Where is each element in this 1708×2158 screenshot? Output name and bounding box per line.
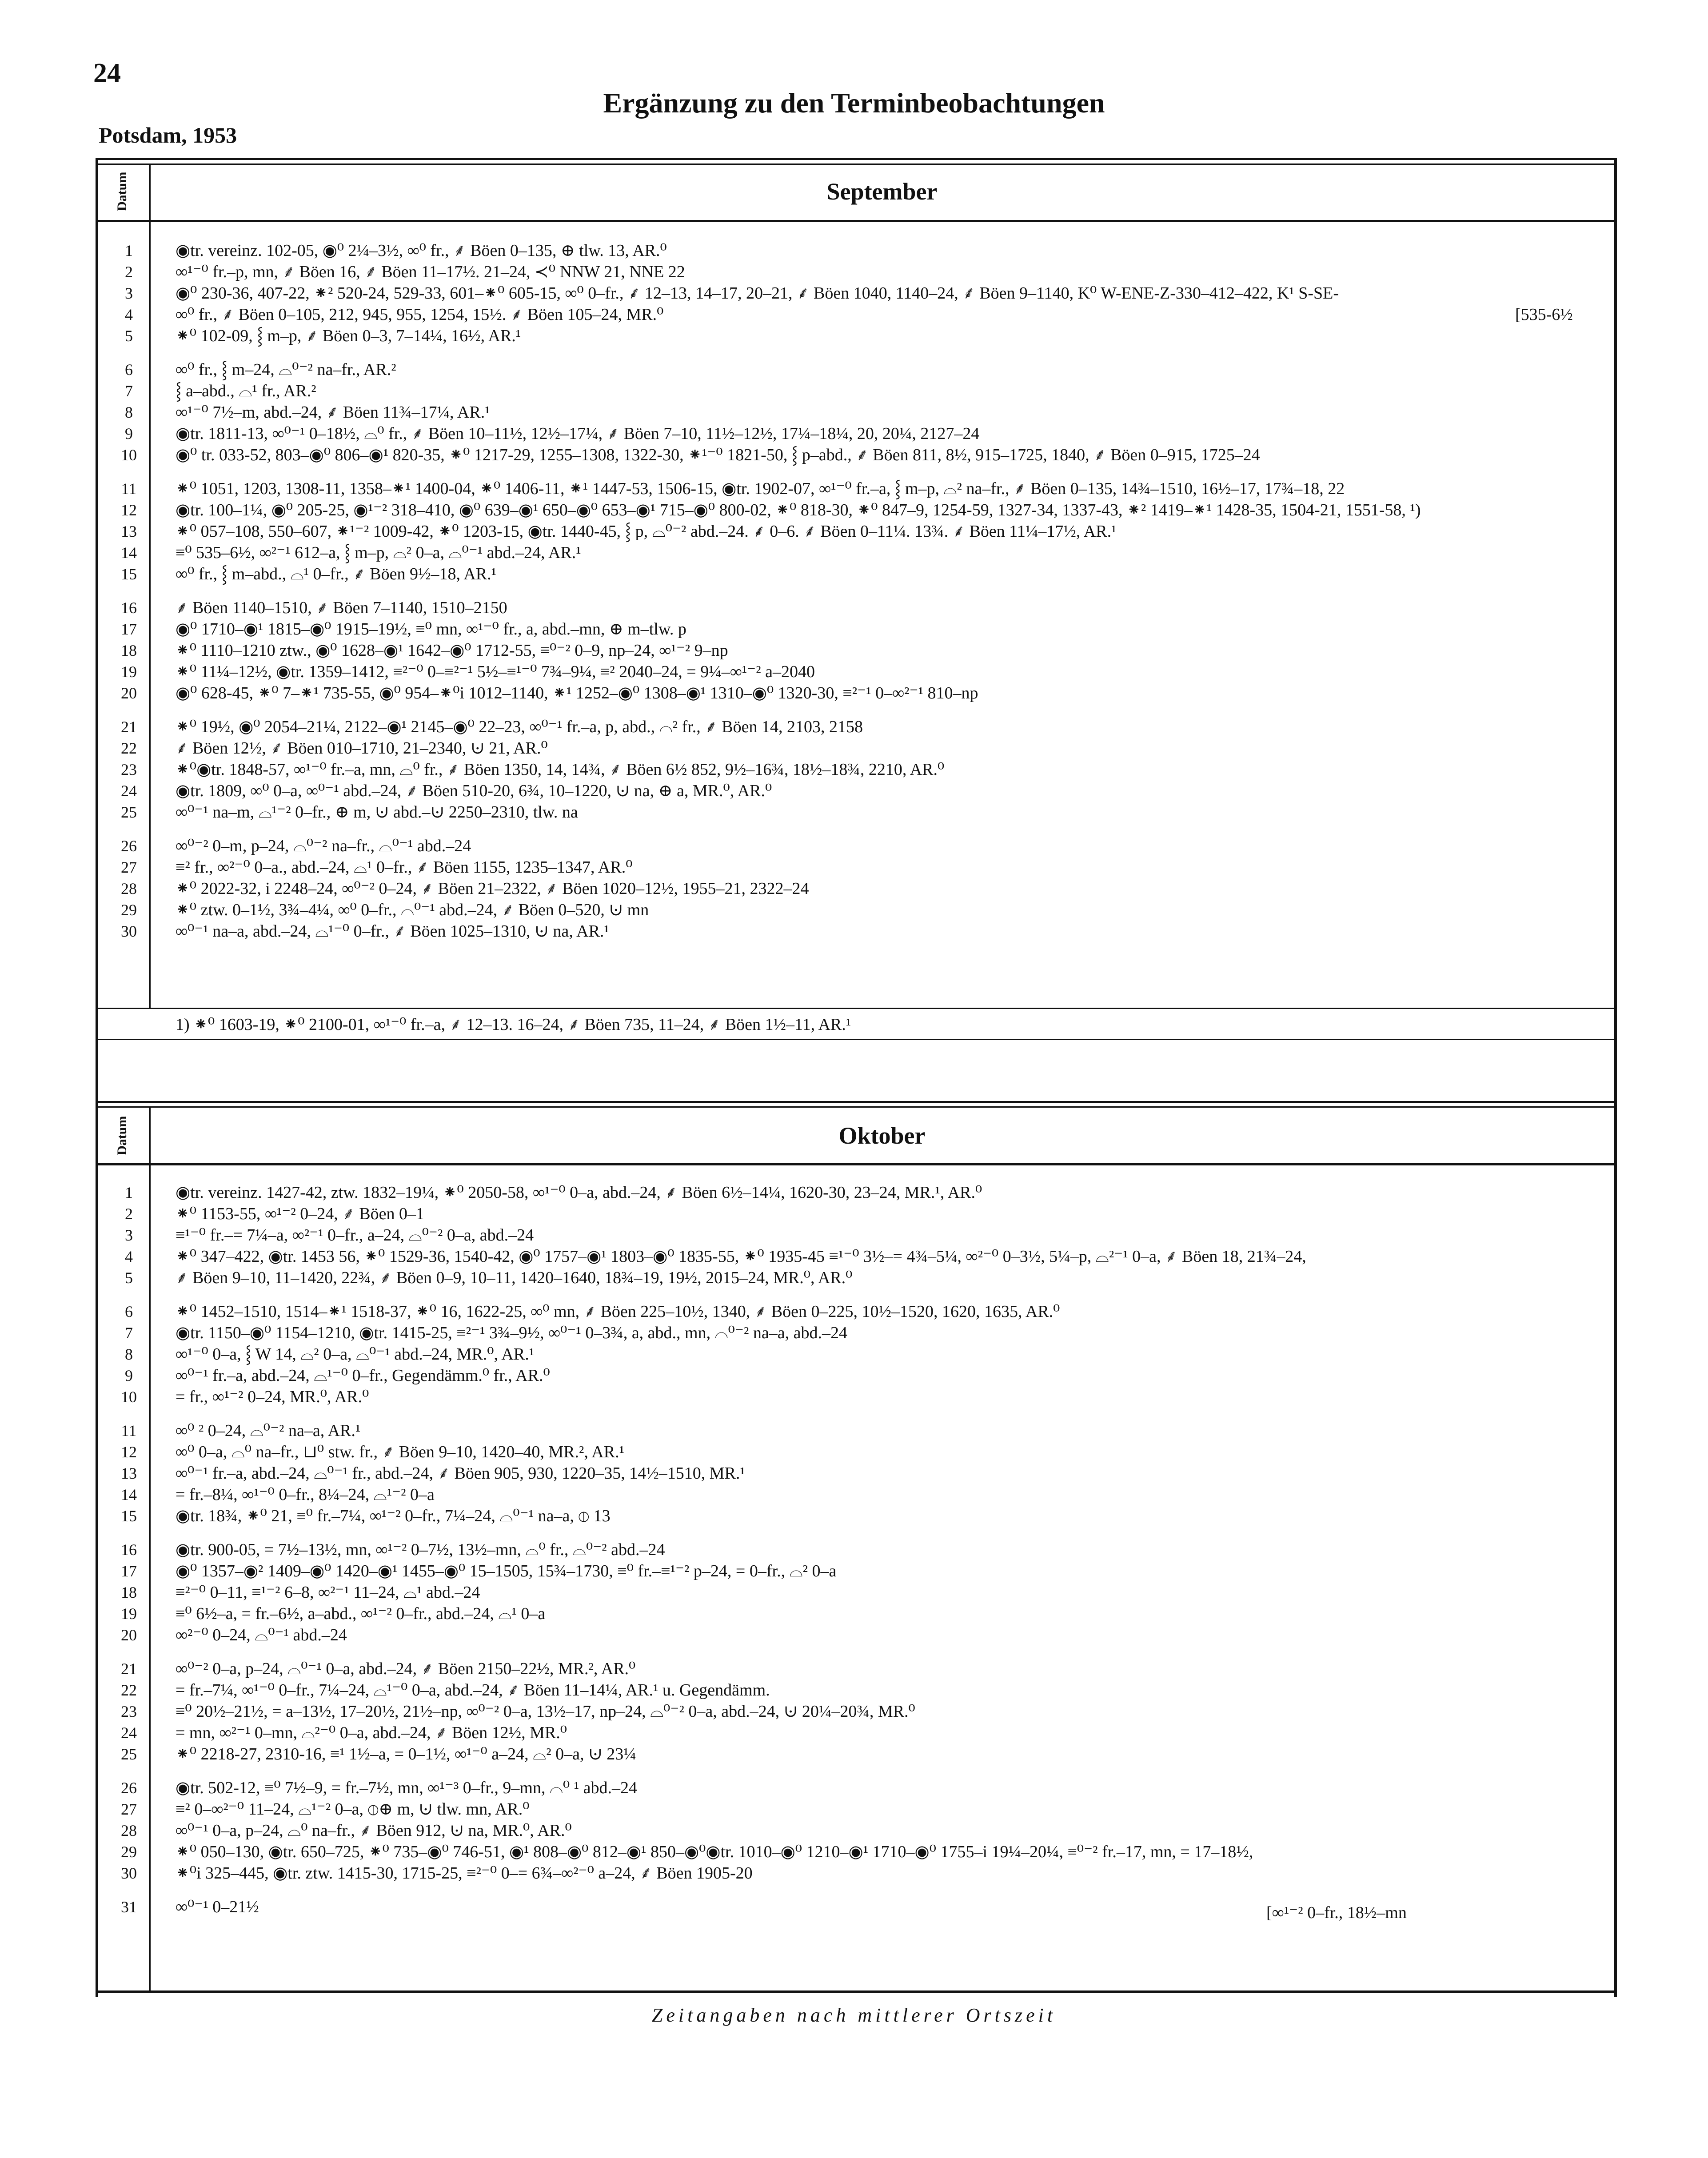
table-row	[109, 835, 1611, 857]
table-row	[109, 597, 1611, 618]
table-row	[109, 1322, 1611, 1344]
table-row	[109, 478, 1611, 499]
table-row	[109, 1182, 1611, 1203]
observation-text: ⁕⁰ 19½, ◉⁰ 2054–21¼, 2122–◉¹ 2145–◉⁰ 22–23, ∞⁰⁻¹ fr.–a, p, abd., ⌓² fr., ⸙ Böen 14, 2103, 2158	[176, 718, 863, 736]
sept-footnote-rule	[96, 1039, 1614, 1040]
day-number: 26	[121, 837, 137, 855]
day-number: 13	[121, 1464, 137, 1482]
table-row	[109, 1841, 1611, 1863]
observation-text: ⁕⁰ 2218-27, 2310-16, ≡¹ 1½–a, = 0–1½, ∞¹⁻⁰ a–24, ⌓² 0–a, ⊍ 23¼	[176, 1745, 636, 1763]
sept-footnote: 1) ⁕⁰ 1603-19, ⁕⁰ 2100-01, ∞¹⁻⁰ fr.–a, ⸙ 12–13. 16–24, ⸙ Böen 735, 11–24, ⸙ Böen 1½–11, AR.¹	[176, 1015, 851, 1034]
table-row	[109, 1203, 1611, 1225]
table-row	[109, 1603, 1611, 1624]
table-row	[109, 759, 1611, 780]
place-year: Potsdam, 1953	[99, 123, 237, 148]
observation-text: ⁕⁰ 057–108, 550–607, ⁕¹⁻² 1009-42, ⁕⁰ 1203-15, ◉tr. 1440-45, ⸾ p, ⌓⁰⁻² abd.–24. ⸙ 0–6. ⸙ Böen 0–11¼. 13¾. ⸙ Böen 11¼–17½, AR.¹	[176, 522, 1117, 541]
day-number: 28	[121, 1822, 137, 1839]
observation-text: ⁕⁰ 1153-55, ∞¹⁻² 0–24, ⸙ Böen 0–1	[176, 1205, 424, 1223]
observation-text: ∞⁰ 0–a, ⌓⁰ na–fr., ⊔⁰ stw. fr., ⸙ Böen 9–10, 1420–40, MR.², AR.¹	[176, 1443, 624, 1461]
observation-text: ◉tr. 1811-13, ∞⁰⁻¹ 0–18½, ⌓⁰ fr., ⸙ Böen 10–11½, 12½–17¼, ⸙ Böen 7–10, 11½–12½, 17¼–18¼, 20, 20¼, 2127–24	[176, 424, 980, 443]
observation-text: ◉tr. 1150–◉⁰ 1154–1210, ◉tr. 1415-25, ≡²⁻¹ 3¾–9½, ∞⁰⁻¹ 0–3¾, a, abd., mn, ⌓⁰⁻² na–a, abd.–24	[176, 1324, 847, 1342]
day-number: 22	[121, 739, 137, 757]
day-number: 25	[121, 803, 137, 821]
day-number: 16	[121, 599, 137, 617]
day-number: 19	[121, 1605, 137, 1623]
observation-text: ⁕⁰ ztw. 0–1½, 3¾–4¼, ∞⁰ 0–fr., ⌓⁰⁻¹ abd.–24, ⸙ Böen 0–520, ⊍ mn	[176, 901, 649, 919]
day-number: 8	[125, 403, 133, 421]
day-number: 4	[125, 306, 133, 323]
sept-rows	[109, 240, 1611, 942]
observation-text: ∞⁰⁻¹ fr.–a, abd.–24, ⌓⁰⁻¹ fr., abd.–24, ⸙ Böen 905, 930, 1220–35, 14½–1510, MR.¹	[176, 1464, 745, 1483]
day-number: 28	[121, 880, 137, 898]
observation-text: ∞⁰⁻² 0–m, p–24, ⌓⁰⁻² na–fr., ⌓⁰⁻¹ abd.–24	[176, 837, 471, 855]
table-row	[109, 1484, 1611, 1505]
observation-text: ◉⁰ 1710–◉¹ 1815–◉⁰ 1915–19½, ≡⁰ mn, ∞¹⁻⁰ fr., a, abd.–mn, ⊕ m–tlw. p	[176, 620, 686, 638]
table-row	[109, 240, 1611, 261]
day-number: 4	[125, 1248, 133, 1265]
table-row	[109, 444, 1611, 466]
day-number: 9	[125, 425, 133, 443]
sept-margin-note: [535-6½	[1515, 305, 1573, 324]
observation-text: ◉⁰ tr. 033-52, 803–◉⁰ 806–◉¹ 820-35, ⁕⁰ 1217-29, 1255–1308, 1322-30, ⁕¹⁻⁰ 1821-50, ⸾ p–abd., ⸙ Böen 811, 8½, 915–1725, 1840, ⸙ Böen 0–915, 1725–24	[176, 446, 1260, 464]
table-row	[109, 640, 1611, 661]
observation-text: ∞⁰⁻² 0–a, p–24, ⌓⁰⁻¹ 0–a, abd.–24, ⸙ Böen 2150–22½, MR.², AR.⁰	[176, 1659, 636, 1678]
table-row	[109, 1463, 1611, 1484]
okt-title: Oktober	[838, 1122, 926, 1149]
day-number: 11	[121, 480, 137, 498]
day-number: 7	[125, 382, 133, 400]
observation-text: = fr.–7¼, ∞¹⁻⁰ 0–fr., 7¼–24, ⌓¹⁻⁰ 0–a, abd.–24, ⸙ Böen 11–14¼, AR.¹ u. Gegendämm.	[176, 1681, 770, 1699]
day-number: 12	[121, 501, 137, 519]
day-number: 9	[125, 1367, 133, 1384]
table-row	[109, 878, 1611, 899]
observation-text: ⁕⁰i 325–445, ◉tr. ztw. 1415-30, 1715-25, ≡²⁻⁰ 0–= 6¾–∞²⁻⁰ a–24, ⸙ Böen 1905-20	[176, 1864, 753, 1883]
table-row	[109, 304, 1611, 325]
table-row	[109, 542, 1611, 563]
day-number: 24	[121, 1724, 137, 1742]
table-row	[109, 359, 1611, 380]
table-row	[109, 1658, 1611, 1679]
table-row	[109, 1225, 1611, 1246]
observation-text: ∞⁰ fr., ⸾ m–24, ⌓⁰⁻² na–fr., AR.²	[176, 360, 396, 379]
observation-text: ≡⁰ 6½–a, = fr.–6½, a–abd., ∞¹⁻² 0–fr., abd.–24, ⌓¹ 0–a	[176, 1604, 546, 1623]
observation-text: ⸙ Böen 12½, ⸙ Böen 010–1710, 21–2340, ⊍ 21, AR.⁰	[176, 739, 548, 758]
sept-bottom-rule	[96, 1008, 1614, 1009]
sept-title: September	[826, 178, 938, 205]
observation-text: ◉tr. vereinz. 102-05, ◉⁰ 2¼–3½, ∞⁰ fr., ⸙ Böen 0–135, ⊕ tlw. 13, AR.⁰	[176, 241, 667, 260]
observation-text: ∞⁰⁻¹ na–a, abd.–24, ⌓¹⁻⁰ 0–fr., ⸙ Böen 1025–1310, ⊍ na, AR.¹	[176, 922, 609, 941]
day-number: 27	[121, 1800, 137, 1818]
day-number: 1	[125, 242, 133, 259]
observation-text: ⁕⁰ 1051, 1203, 1308-11, 1358–⁕¹ 1400-04, ⁕⁰ 1406-11, ⁕¹ 1447-53, 1506-15, ◉tr. 1902-07, ∞¹⁻⁰ fr.–a, ⸾ m–p, ⌓² na–fr., ⸙ Böen 0–135, 14¾–1510, 16½–17, 17¾–18, 22	[176, 479, 1345, 498]
day-number: 30	[121, 1864, 137, 1882]
okt-top-rule-inner	[96, 1106, 1614, 1108]
day-number: 2	[125, 1205, 133, 1223]
observation-text: ⸾ a–abd., ⌓¹ fr., AR.²	[176, 382, 316, 400]
observation-text: ∞²⁻⁰ 0–24, ⌓⁰⁻¹ abd.–24	[176, 1626, 347, 1644]
table-row	[109, 563, 1611, 585]
day-number: 16	[121, 1541, 137, 1559]
observation-text: ◉tr. 100–1¼, ◉⁰ 205-25, ◉¹⁻² 318–410, ◉⁰ 639–◉¹ 650–◉⁰ 653–◉¹ 715–◉⁰ 800-02, ⁕⁰ 818-30, ⁕⁰ 847–9, 1254-59, 1327-34, 1337-43, ⁕² 1419–⁕¹ 1428-35, 1504-21, 1551-58, ¹)	[176, 501, 1421, 519]
day-number: 5	[125, 1269, 133, 1287]
observation-text: ◉⁰ 1357–◉² 1409–◉⁰ 1420–◉¹ 1455–◉⁰ 15–1505, 15¾–1730, ≡⁰ fr.–≡¹⁻² p–24, = 0–fr., ⌓² 0–a	[176, 1562, 837, 1580]
day-number: 29	[121, 1843, 137, 1861]
observation-text: ◉tr. 18¾, ⁕⁰ 21, ≡⁰ fr.–7¼, ∞¹⁻² 0–fr., 7¼–24, ⌓⁰⁻¹ na–a, ⦶ 13	[176, 1507, 611, 1525]
day-number: 24	[121, 782, 137, 800]
day-number: 7	[125, 1324, 133, 1342]
day-number: 17	[121, 620, 137, 638]
okt-date-label: Datum	[115, 1116, 129, 1155]
day-number: 20	[121, 684, 137, 702]
observation-text: ◉tr. vereinz. 1427-42, ztw. 1832–19¼, ⁕⁰ 2050-58, ∞¹⁻⁰ 0–a, abd.–24, ⸙ Böen 6½–14¼, 1620-30, 23–24, MR.¹, AR.⁰	[176, 1183, 982, 1202]
day-number: 3	[125, 284, 133, 302]
table-row	[109, 423, 1611, 444]
observation-text: ∞¹⁻⁰ fr.–p, mn, ⸙ Böen 16, ⸙ Böen 11–17½. 21–24, ≺⁰ NNW 21, NNE 22	[176, 263, 685, 281]
day-number: 6	[125, 361, 133, 379]
table-row	[109, 1420, 1611, 1441]
table-row	[109, 921, 1611, 942]
observation-text: ≡² fr., ∞²⁻⁰ 0–a., abd.–24, ⌓¹ 0–fr., ⸙ Böen 1155, 1235–1347, AR.⁰	[176, 858, 633, 877]
day-number: 2	[125, 263, 133, 281]
day-number: 25	[121, 1745, 137, 1763]
observation-text: ◉tr. 502-12, ≡⁰ 7½–9, = fr.–7½, mn, ∞¹⁻³ 0–fr., 9–mn, ⌓⁰ ¹ abd.–24	[176, 1779, 638, 1797]
observation-text: ◉tr. 900-05, = 7½–13½, mn, ∞¹⁻² 0–7½, 13½–mn, ⌓⁰ fr., ⌓⁰⁻² abd.–24	[176, 1540, 665, 1559]
table-row	[109, 1386, 1611, 1408]
observation-text: ∞⁰ fr., ⸾ m–abd., ⌓¹ 0–fr., ⸙ Böen 9½–18, AR.¹	[176, 565, 497, 583]
okt-margin-note: [∞¹⁻² 0–fr., 18½–mn	[1266, 1903, 1407, 1922]
day-number: 30	[121, 922, 137, 940]
table-row	[109, 1365, 1611, 1386]
day-number: 18	[121, 642, 137, 659]
observation-text: ⁕⁰ 2022-32, i 2248–24, ∞⁰⁻² 0–24, ⸙ Böen 21–2322, ⸙ Böen 1020–12½, 1955–21, 2322–24	[176, 879, 809, 898]
table-row	[109, 1679, 1611, 1701]
day-number: 31	[121, 1898, 137, 1916]
table-row	[109, 1799, 1611, 1820]
observation-text: ⁕⁰ 347–422, ◉tr. 1453 56, ⁕⁰ 1529-36, 1540-42, ◉⁰ 1757–◉¹ 1803–◉⁰ 1835-55, ⁕⁰ 1935-45 ≡¹⁻⁰ 3½–= 4¾–5¼, ∞²⁻⁰ 0–3½, 5¼–p, ⌓²⁻¹ 0–a, ⸙ Böen 18, 21¾–24,	[176, 1247, 1306, 1266]
day-number: 14	[121, 1486, 137, 1504]
table-row	[109, 1441, 1611, 1463]
observation-text: ◉⁰ 230-36, 407-22, ⁕² 520-24, 529-33, 601–⁕⁰ 605-15, ∞⁰ 0–fr., ⸙ 12–13, 14–17, 20–21, ⸙ Böen 1040, 1140–24, ⸙ Böen 9–1140, K⁰ W-ENE-Z-330–412–422, K¹ S-SE-	[176, 284, 1339, 303]
table-row	[109, 682, 1611, 704]
table-row	[109, 899, 1611, 921]
day-number: 11	[121, 1422, 137, 1440]
observation-text: ∞⁰⁻¹ 0–a, p–24, ⌓⁰ na–fr., ⸙ Böen 912, ⊍ na, MR.⁰, AR.⁰	[176, 1821, 572, 1840]
observation-text: ≡⁰ 535–6½, ∞²⁻¹ 612–a, ⸾ m–p, ⌓² 0–a, ⌓⁰⁻¹ abd.–24, AR.¹	[176, 543, 581, 562]
observation-text: ◉⁰ 628-45, ⁕⁰ 7–⁕¹ 735-55, ◉⁰ 954–⁕⁰i 1012–1140, ⁕¹ 1252–◉⁰ 1308–◉¹ 1310–◉⁰ 1320-30, ≡²⁻¹ 0–∞²⁻¹ 810–np	[176, 684, 978, 702]
observation-text: ⸙ Böen 1140–1510, ⸙ Böen 7–1140, 1510–2150	[176, 598, 507, 617]
table-row	[109, 1267, 1611, 1288]
observation-text: ⁕⁰ 1452–1510, 1514–⁕¹ 1518-37, ⁕⁰ 16, 1622-25, ∞⁰ mn, ⸙ Böen 225–10½, 1340, ⸙ Böen 0–225, 10½–1520, 1620, 1635, AR.⁰	[176, 1302, 1060, 1321]
day-number: 22	[121, 1681, 137, 1699]
day-number: 29	[121, 901, 137, 919]
table-row	[109, 1722, 1611, 1743]
day-number: 18	[121, 1584, 137, 1601]
table-row	[109, 261, 1611, 283]
observation-text: ∞⁰ ² 0–24, ⌓⁰⁻² na–a, AR.¹	[176, 1421, 361, 1440]
day-number: 17	[121, 1562, 137, 1580]
top-rule	[96, 158, 1614, 160]
sept-header-rule	[96, 220, 1614, 222]
okt-bottom-rule	[96, 1990, 1614, 1993]
day-number: 26	[121, 1779, 137, 1797]
table-row	[109, 499, 1611, 521]
table-row	[109, 716, 1611, 738]
okt-rows	[109, 1182, 1611, 1918]
day-number: 23	[121, 1703, 137, 1720]
day-number: 15	[121, 565, 137, 583]
table-row	[109, 1701, 1611, 1722]
observation-text: ◉tr. 1809, ∞⁰ 0–a, ∞⁰⁻¹ abd.–24, ⸙ Böen 510-20, 6¾, 10–1220, ⊍ na, ⊕ a, MR.⁰, AR.⁰	[176, 782, 772, 800]
table-row	[109, 618, 1611, 640]
observation-text: ∞¹⁻⁰ 0–a, ⸾ W 14, ⌓² 0–a, ⌓⁰⁻¹ abd.–24, MR.⁰, AR.¹	[176, 1345, 535, 1364]
table-row	[109, 738, 1611, 759]
table-row	[109, 661, 1611, 682]
top-rule-inner	[96, 164, 1614, 165]
table-row	[109, 780, 1611, 802]
day-number: 21	[121, 1660, 137, 1678]
table-row	[109, 1560, 1611, 1582]
table-row	[109, 1624, 1611, 1646]
observation-text: ∞⁰ fr., ⸙ Böen 0–105, 212, 945, 955, 1254, 15½. ⸙ Böen 105–24, MR.⁰	[176, 305, 664, 324]
observation-text: ≡² 0–∞²⁻⁰ 11–24, ⌓¹⁻² 0–a, ⦶⊕ m, ⊍ tlw. mn, AR.⁰	[176, 1800, 530, 1819]
table-row	[109, 1820, 1611, 1841]
table-row	[109, 325, 1611, 347]
observation-text: ⁕⁰◉tr. 1848-57, ∞¹⁻⁰ fr.–a, mn, ⌓⁰ fr., ⸙ Böen 1350, 14, 14¾, ⸙ Böen 6½ 852, 9½–16¾, 18½–18¾, 2210, AR.⁰	[176, 760, 945, 779]
observation-text: ⸙ Böen 9–10, 11–1420, 22¾, ⸙ Böen 0–9, 10–11, 1420–1640, 18¾–19, 19½, 2015–24, MR.⁰, AR.⁰	[176, 1268, 853, 1287]
day-number: 13	[121, 523, 137, 540]
observation-text: ⁕⁰ 11¼–12½, ◉tr. 1359–1412, ≡²⁻⁰ 0–≡²⁻¹ 5½–≡¹⁻⁰ 7¾–9¼, ≡² 2040–24, = 9¼–∞¹⁻² a–2040	[176, 662, 815, 681]
table-row	[109, 402, 1611, 423]
day-number: 23	[121, 761, 137, 778]
day-number: 27	[121, 858, 137, 876]
day-number: 19	[121, 663, 137, 681]
day-number: 10	[121, 446, 137, 464]
table-row	[109, 1863, 1611, 1884]
day-number: 6	[125, 1303, 133, 1320]
okt-top-rule	[96, 1101, 1614, 1103]
observation-text: = mn, ∞²⁻¹ 0–mn, ⌓²⁻⁰ 0–a, abd.–24, ⸙ Böen 12½, MR.⁰	[176, 1723, 567, 1742]
day-number: 15	[121, 1507, 137, 1525]
observation-text: = fr.–8¼, ∞¹⁻⁰ 0–fr., 8¼–24, ⌓¹⁻² 0–a	[176, 1485, 435, 1504]
table-row	[109, 521, 1611, 542]
day-number: 10	[121, 1388, 137, 1406]
day-number: 1	[125, 1184, 133, 1201]
observation-text: ⁕⁰ 102-09, ⸾ m–p, ⸙ Böen 0–3, 7–14¼, 16½, AR.¹	[176, 327, 521, 345]
day-number: 5	[125, 327, 133, 345]
table-row	[109, 1246, 1611, 1267]
observation-text: ⁕⁰ 1110–1210 ztw., ◉⁰ 1628–◉¹ 1642–◉⁰ 1712-55, ≡⁰⁻² 0–9, np–24, ∞¹⁻² 9–np	[176, 641, 728, 660]
table-row	[109, 857, 1611, 878]
observation-text: ≡¹⁻⁰ fr.–= 7¼–a, ∞²⁻¹ 0–fr., a–24, ⌓⁰⁻² 0–a, abd.–24	[176, 1226, 534, 1245]
day-number: 12	[121, 1443, 137, 1461]
observation-text: ∞⁰⁻¹ na–m, ⌓¹⁻² 0–fr., ⊕ m, ⊍ abd.–⊍ 2250–2310, tlw. na	[176, 803, 578, 822]
footer-note: Zeitangaben nach mittlerer Ortszeit	[651, 2004, 1057, 2026]
table-row	[109, 1582, 1611, 1603]
table-row	[109, 283, 1611, 304]
table-row	[109, 1301, 1611, 1322]
table-row	[109, 1743, 1611, 1765]
observation-text: ∞⁰⁻¹ 0–21½	[176, 1898, 259, 1916]
table-row	[109, 1344, 1611, 1365]
day-number: 3	[125, 1226, 133, 1244]
observation-text: = fr., ∞¹⁻² 0–24, MR.⁰, AR.⁰	[176, 1388, 369, 1406]
day-number: 20	[121, 1626, 137, 1644]
page-number: 24	[93, 58, 121, 88]
table-row	[109, 1505, 1611, 1527]
day-number: 14	[121, 544, 137, 562]
table-row	[109, 1777, 1611, 1799]
okt-header-rule	[96, 1163, 1614, 1165]
table-row	[109, 380, 1611, 402]
day-number: 21	[121, 718, 137, 736]
observation-text: ∞¹⁻⁰ 7½–m, abd.–24, ⸙ Böen 11¾–17¼, AR.¹	[176, 403, 490, 422]
observation-text: ≡²⁻⁰ 0–11, ≡¹⁻² 6–8, ∞²⁻¹ 11–24, ⌓¹ abd.–24	[176, 1583, 480, 1602]
observation-text: ∞⁰⁻¹ fr.–a, abd.–24, ⌓¹⁻⁰ 0–fr., Gegendämm.⁰ fr., AR.⁰	[176, 1366, 550, 1385]
observation-text: ≡⁰ 20½–21½, = a–13½, 17–20½, 21½–np, ∞⁰⁻² 0–a, 13½–17, np–24, ⌓⁰⁻² 0–a, abd.–24, ⊍ 20¼–20¾, MR.⁰	[176, 1702, 915, 1721]
page-title: Ergänzung zu den Terminbeobachtungen	[603, 87, 1105, 119]
table-row	[109, 802, 1611, 823]
table-row	[109, 1539, 1611, 1560]
day-number: 8	[125, 1345, 133, 1363]
sept-date-label: Datum	[115, 172, 129, 211]
observation-text: ⁕⁰ 050–130, ◉tr. 650–725, ⁕⁰ 735–◉⁰ 746-51, ◉¹ 808–◉⁰ 812–◉¹ 850–◉⁰◉tr. 1010–◉⁰ 1210–◉¹ 1710–◉⁰ 1755–i 19¼–20¼, ≡⁰⁻² fr.–17, mn, = 17–18½,	[176, 1843, 1253, 1861]
